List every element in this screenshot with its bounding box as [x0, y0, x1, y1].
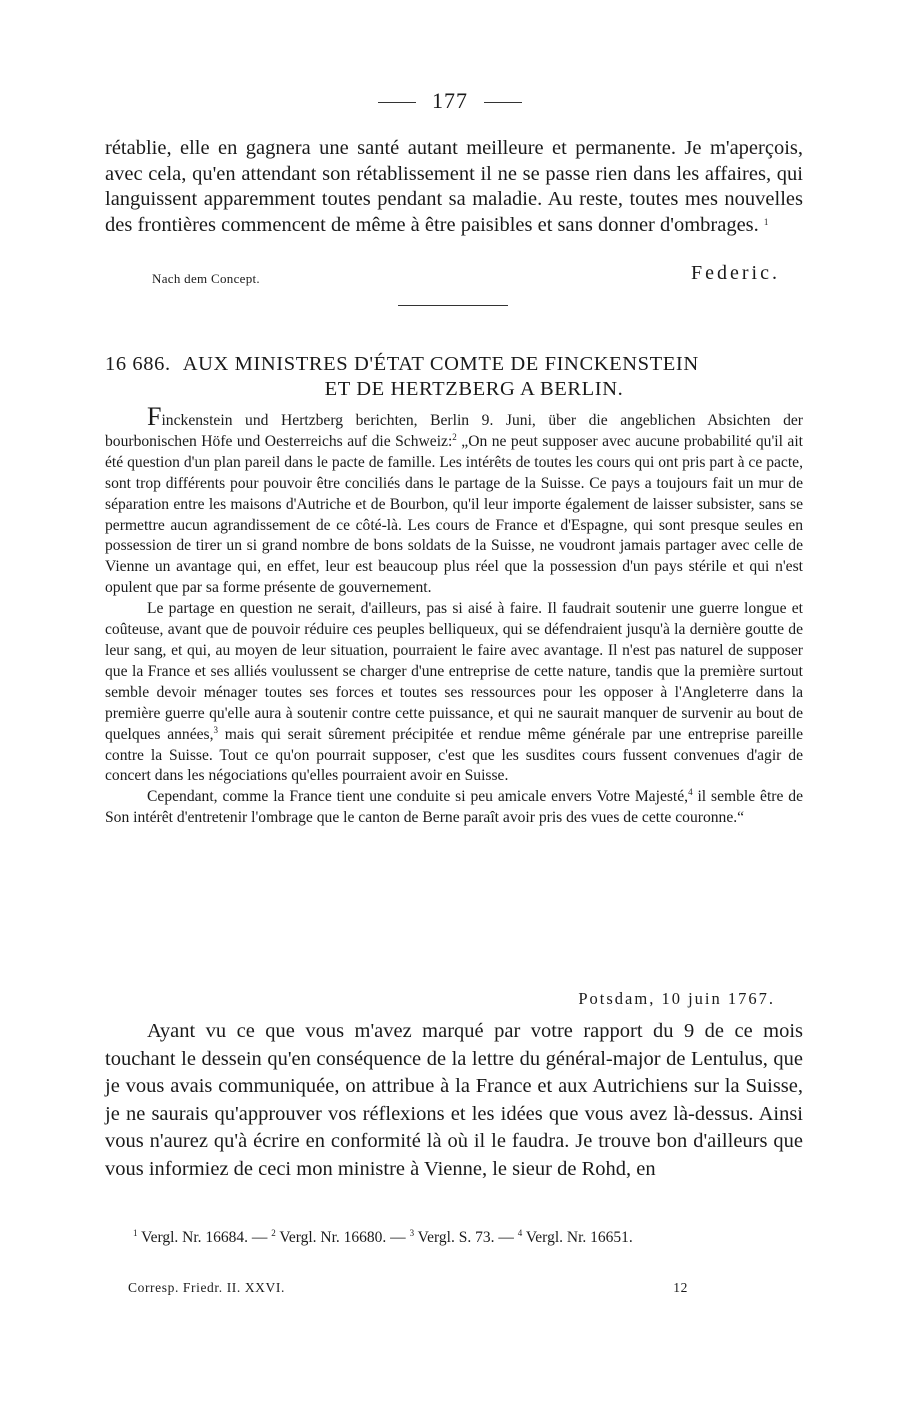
drop-cap: F — [147, 402, 162, 431]
header-dash-right — [484, 102, 522, 103]
intro-paragraph — [105, 136, 803, 238]
dateline: Potsdam, 10 juin 1767. — [578, 989, 775, 1008]
summary-paragraph-2: Le partage en question ne serait, d'ailleurs, pas si aisé à faire. Il faudrait soutenir une guerre longue et coûteuse, avant que de pouvoir réduire ces peuples belliqueux, qui se défendraient jusqu'à la dernière goutte de leur sang, et qui, au moyen de leur situation, pourraient le faire avec avantage. Il n'est pas naturel de supposer que la France et ses alliés voulussent se charger d'une entreprise de cette nature, tandis que la première surtout semble devoir ménager toutes ses forces et toutes ses ressources pour les opposer à l'Angleterre dans la première guerre qu'elle aura à soutenir contre cette puissance, et qui ne saurait manquer de survenir au bout de quelques années,$^3$ mais qui serait sûrement précipitée et rendue même générale par une entreprise pareille contre la Suisse. Tout ce qu'on pourrait supposer, c'est que les susdites cours fussent convenues d'agir de concert dans les négociations qu'elles pourraient avoir en Suisse. — [105, 600, 803, 785]
letter-title-line1: AUX MINISTRES D'ÉTAT COMTE DE FINCKENSTEIN — [182, 353, 699, 375]
section-divider — [398, 305, 508, 306]
summary-paragraph-3: Cependant, comme la France tient une conduite si peu amicale envers Votre Majesté,$^4$ il semble être de Son intérêt d'entretenir l'ombrage que le canton de Berne paraît avoir pris des vues de cette couronne.“ — [105, 787, 803, 827]
footnote-2: Vergl. Nr. 16680. — — [279, 1229, 406, 1246]
footnote-ref-1: 1 — [763, 216, 769, 227]
footnote-1: Vergl. Nr. 16684. — — [141, 1229, 268, 1246]
page-number: 177 — [432, 88, 468, 113]
summary-paragraph-1: Finckenstein und Hertzberg berichten, Berlin 9. Juni, über die angeblichen Absichten der bourbonischen Höfe und Oesterreichs auf die Schweiz:$^2$ „On ne peut supposer avec aucune probabilité qu'il ait été question d'un plan pareil dans le pacte de famille. Les intérêts de toutes les cours qui ont pris part à ce pacte, sont trop différents pour pouvoir être conciliés dans le partage de la Suisse. Ce pays a toujours fait un mur de séparation entre les maisons d'Autriche et de Bourbon, qu'il leur importe également de laisser subsister, sans se permettre aucun agrandissement de ce côté-là. Les cours de France et d'Espagne, qui sont presque seules en possession de tirer un si grand nombre de bons soldats de la Suisse, ne voudront jamais partager avec celle de Vienne un avantage qui, en effet, leur est beaucoup plus réel que la possession d'un pays stérile et qui n'est opulent que par sa forme présente de gouvernement. — [105, 402, 803, 597]
letter-title — [105, 352, 803, 402]
page-header — [0, 88, 900, 114]
footnotes: $^1$ Vergl. Nr. 16684. — $^2$ Vergl. Nr. 16680. — $^3$ Vergl. S. 73. — $^4$ Vergl. Nr. 16651. — [133, 1228, 633, 1246]
report-summary — [105, 402, 803, 829]
letter-title-line2: ET DE HERTZBERG A BERLIN. — [324, 378, 624, 400]
intro-text: rétablie, elle en gagnera une santé autant meilleure et permanente. Je m'aperçois, avec cela, qu'en attendant son rétablissement il ne se passe rien dans les affaires, qui languissent apparemment toutes pendant sa maladie. Au reste, toutes mes nouvelles des frontières commencent de même à être paisibles et sans donner d'ombrages. — [105, 137, 803, 236]
footer-volume: Corresp. Friedr. II. XXVI. — [128, 1280, 285, 1295]
signature: Federic. — [691, 262, 780, 284]
letter-number: 16 686. — [105, 353, 171, 375]
footnote-ref-4: 4 — [688, 787, 693, 798]
footnote-4: Vergl. Nr. 16651. — [525, 1229, 633, 1246]
letter-body: Ayant vu ce que vous m'avez marqué par votre rapport du 9 de ce mois touchant le dessein qu'en conséquence de la lettre du général-major de Lentulus, que je vous avais communiquée, on attribue à la France et aux Autrichiens sur la Suisse, je ne saurais qu'approuver vos réflexions et les idées que vous avez là-dessus. Ainsi vous n'aurez qu'à écrire en conformité là où il le faudra. Je trouve bon d'ailleurs que vous informiez de ceci mon ministre à Vienne, le sieur de Rohd, en — [105, 1020, 803, 1180]
signature-line — [152, 262, 780, 290]
source-note: Nach dem Concept. — [152, 271, 260, 286]
footer-signature-mark: 12 — [673, 1280, 688, 1295]
footnote-ref-2: 2 — [452, 431, 457, 442]
footnote-ref-3: 3 — [213, 724, 219, 735]
footnote-3: Vergl. S. 73. — — [417, 1229, 514, 1246]
header-dash-left — [378, 102, 416, 103]
